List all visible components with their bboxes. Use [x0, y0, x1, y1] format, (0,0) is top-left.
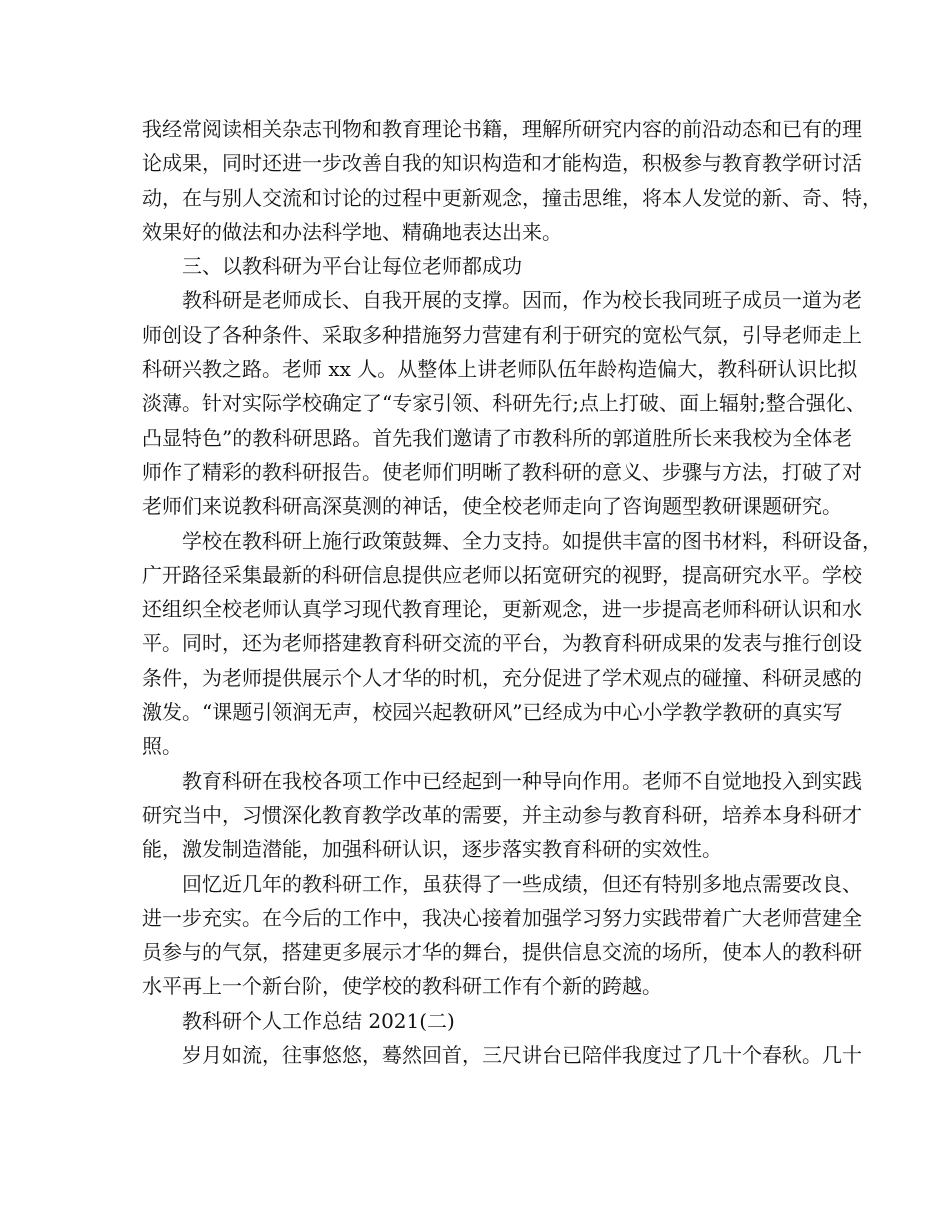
text-line: 水平再上一个新台阶，使学校的教科研工作有个新的跨越。: [142, 974, 662, 999]
text-line: 平。同时，还为老师搭建教育科研交流的平台，为教育科研成果的发表与推行创设: [142, 631, 862, 656]
text-line: 效果好的做法和办法科学地、精确地表达出来。: [142, 219, 562, 244]
text-line: 学校在教科研上施行政策鼓舞、全力支持。如提供丰富的图书材料，科研设备，: [182, 528, 882, 553]
text-line: 照。: [142, 734, 182, 759]
text-line: 能，激发制造潜能，加强科研认识，逐步落实教育科研的实效性。: [142, 837, 722, 862]
text-line: 论成果，同时还进一步改善自我的知识构造和才能构造，积极参与教育教学研讨活: [142, 151, 862, 176]
text-line: 进一步充实。在今后的工作中，我决心接着加强学习努力实践带着广大老师营建全: [142, 905, 862, 930]
text-line: 淡薄。针对实际学校确定了“专家引领、科研先行;点上打破、面上辐射;整合强化、: [142, 391, 866, 416]
text-line: 还组织全校老师认真学习现代教育理论，更新观念，进一步提高老师科研认识和水: [142, 597, 862, 622]
text-line: 师创设了各种条件、采取多种措施努力营建有利于研究的宽松气氛，引导老师走上: [142, 322, 862, 347]
text-line: 岁月如流，往事悠悠，蓦然回首，三尺讲台已陪伴我度过了几十个春秋。几十: [182, 1043, 862, 1068]
text-line: 广开路径采集最新的科研信息提供应老师以拓宽研究的视野，提高研究水平。学校: [142, 562, 862, 587]
text-line: 教科研个人工作总结 2021(二): [182, 1008, 455, 1033]
text-line: 教育科研在我校各项工作中已经起到一种导向作用。老师不自觉地投入到实践: [182, 768, 862, 793]
text-line: 回忆近几年的教科研工作，虽获得了一些成绩，但还有特别多地点需要改良、: [182, 871, 862, 896]
text-line: 研究当中，习惯深化教育教学改革的需要，并主动参与教育科研，培养本身科研才: [142, 802, 862, 827]
text-line: 条件，为老师提供展示个人才华的时机，充分促进了学术观点的碰撞、科研灵感的: [142, 665, 862, 690]
text-line: 三、以教科研为平台让每位老师都成功: [182, 254, 522, 279]
text-line: 凸显特色”的教科研思路。首先我们邀请了市教科所的郭道胜所长来我校为全体老: [142, 425, 853, 450]
text-line: 师作了精彩的教科研报告。使老师们明晰了教科研的意义、步骤与方法，打破了对: [142, 459, 862, 484]
text-line: 教科研是老师成长、自我开展的支撑。因而，作为校长我同班子成员一道为老: [182, 288, 862, 313]
text-line: 员参与的气氛，搭建更多展示才华的舞台，提供信息交流的场所，使本人的教科研: [142, 940, 862, 965]
text-line: 科研兴教之路。老师 xx 人。从整体上讲老师队伍年龄构造偏大，教科研认识比拟: [142, 357, 858, 382]
text-line: 我经常阅读相关杂志刊物和教育理论书籍，理解所研究内容的前沿动态和已有的理: [142, 117, 862, 141]
text-line: 动，在与别人交流和讨论的过程中更新观念，撞击思维，将本人发觉的新、奇、特，: [142, 185, 882, 210]
text-line: 激发。“课题引领润无声，校园兴起教研风”已经成为中心小学教学教研的真实写: [142, 700, 843, 725]
text-line: 老师们来说教科研高深莫测的神话，使全校老师走向了咨询题型教研课题研究。: [142, 494, 842, 519]
document-body: [142, 112, 882, 1072]
